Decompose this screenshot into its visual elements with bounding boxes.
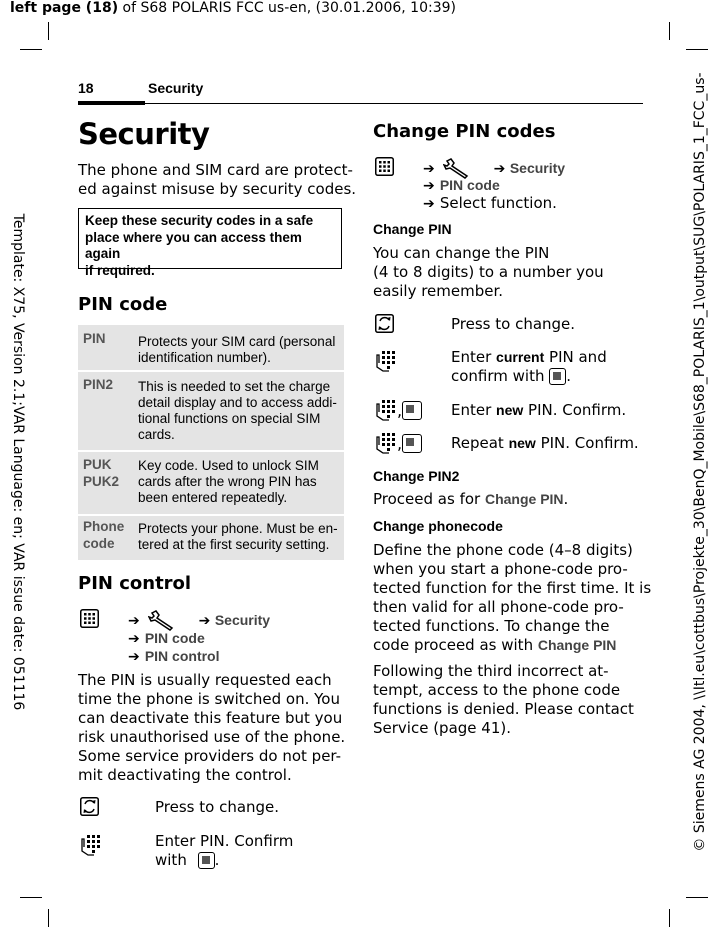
change-phonecode-subheading: Change phonecode <box>373 518 503 534</box>
keypad-softkey-icons: , <box>375 431 422 455</box>
crop-mark <box>20 49 42 50</box>
pin-code-heading: PIN code <box>78 294 168 315</box>
page-number: 18 <box>78 80 94 96</box>
side-copyright-text: © Siemens AG 2004, \\Itl.eu\cottbus\Projekte_30\BenQ_Mobile\S68_POLARIS_1\output\SUG\POLARIS_1_FCC_us- <box>692 72 708 852</box>
keypad-softkey-icons: , <box>375 398 422 422</box>
pin-control-step-1: Press to change. <box>155 798 280 816</box>
change-pin-nav-3: ➔ Select function. <box>423 194 557 212</box>
header-bold: left page (18) <box>10 0 119 16</box>
table-row: PIN Protects your SIM card (personal identification number). <box>78 325 344 370</box>
side-template-text: Template: X75, Version 2.1;VAR Language: en; VAR issue date: 051116 <box>10 213 26 711</box>
change-phonecode-body: Define the phone code (4–8 digits) when you start a phone-code pro- tected function for the first time. It is then valid for all phone-code pro- tected functions. To change the code proceed as with Change PIN <box>373 541 652 654</box>
menu-key-icon <box>375 157 394 176</box>
pin-control-body: The PIN is usually requested each time the phone is switched on. You can deactivate this feature but you risk unauthorised use of the phone. Some service providers do not per- mit deactivating the control. <box>78 671 346 784</box>
change-pin-step-4: Repeat new PIN. Confirm. <box>451 434 639 452</box>
change-pin2-subheading: Change PIN2 <box>373 468 460 484</box>
document-header <box>10 0 456 16</box>
header-rule-thin <box>145 103 643 104</box>
pin-control-step-2: Enter PIN. Confirm with . <box>155 832 294 869</box>
phonecode-warning: Following the third incorrect at- tempt, access to the phone code functions is denied. Please contact Service (page 41). <box>373 662 634 737</box>
change-pin-subheading: Change PIN <box>373 221 452 237</box>
keypad-icon <box>375 398 397 422</box>
pin-control-nav-2: ➔ PIN code <box>128 630 205 647</box>
intro-text: The phone and SIM card are protect- ed against misuse by security codes. <box>78 161 357 198</box>
crop-mark <box>686 49 708 50</box>
header-rest: of S68 POLARIS FCC us-en, (30.01.2006, 10:39) <box>118 0 456 16</box>
table-row: Phone code Protects your phone. Must be en- tered at the first security setting. <box>78 516 344 560</box>
softkey-icon <box>402 401 422 420</box>
pin-control-nav-3: ➔ PIN control <box>128 648 220 665</box>
change-pin-body: You can change the PIN (4 to 8 digits) to a number you easily remember. <box>373 244 604 300</box>
crop-mark <box>669 909 670 927</box>
change-pin-nav-2: ➔ PIN code <box>423 177 500 194</box>
change-pin-nav: ➔ ➔ Security <box>423 157 565 179</box>
navigation-key-icon <box>375 314 394 333</box>
crop-mark <box>48 22 49 40</box>
change-pin-codes-heading: Change PIN codes <box>373 121 556 142</box>
crop-mark <box>48 909 49 927</box>
navigation-key-icon <box>80 797 99 816</box>
change-pin2-text: Proceed as for Change PIN. <box>373 490 569 508</box>
security-note-box: Keep these security codes in a safe place where you can access them again if required. <box>78 208 342 269</box>
table-row: PUK PUK2 Key code. Used to unlock SIM cards after the wrong PIN has been entered repeatedly. <box>78 452 344 514</box>
change-pin-step-2: Enter current PIN and confirm with . <box>451 348 607 385</box>
pin-control-heading: PIN control <box>78 573 192 594</box>
section-title: Security <box>148 80 204 96</box>
page-title: Security <box>78 117 210 151</box>
crop-mark <box>20 897 42 898</box>
softkey-icon <box>549 368 566 385</box>
softkey-icon <box>402 434 422 453</box>
change-pin-step-3: Enter new PIN. Confirm. <box>451 401 627 419</box>
menu-key-icon <box>80 609 99 628</box>
table-row: PIN2 This is needed to set the charge detail display and to access addi- tional functions on special SIM cards. <box>78 372 344 450</box>
crop-mark <box>686 897 708 898</box>
pin-control-nav: ➔ ➔ Security <box>128 609 270 631</box>
change-pin-step-1: Press to change. <box>451 315 576 333</box>
keypad-icon <box>375 349 397 373</box>
keypad-icon <box>80 833 102 857</box>
softkey-icon <box>198 852 215 869</box>
crop-mark <box>669 22 670 40</box>
keypad-icon <box>375 431 397 455</box>
header-rule-thick <box>78 101 145 105</box>
